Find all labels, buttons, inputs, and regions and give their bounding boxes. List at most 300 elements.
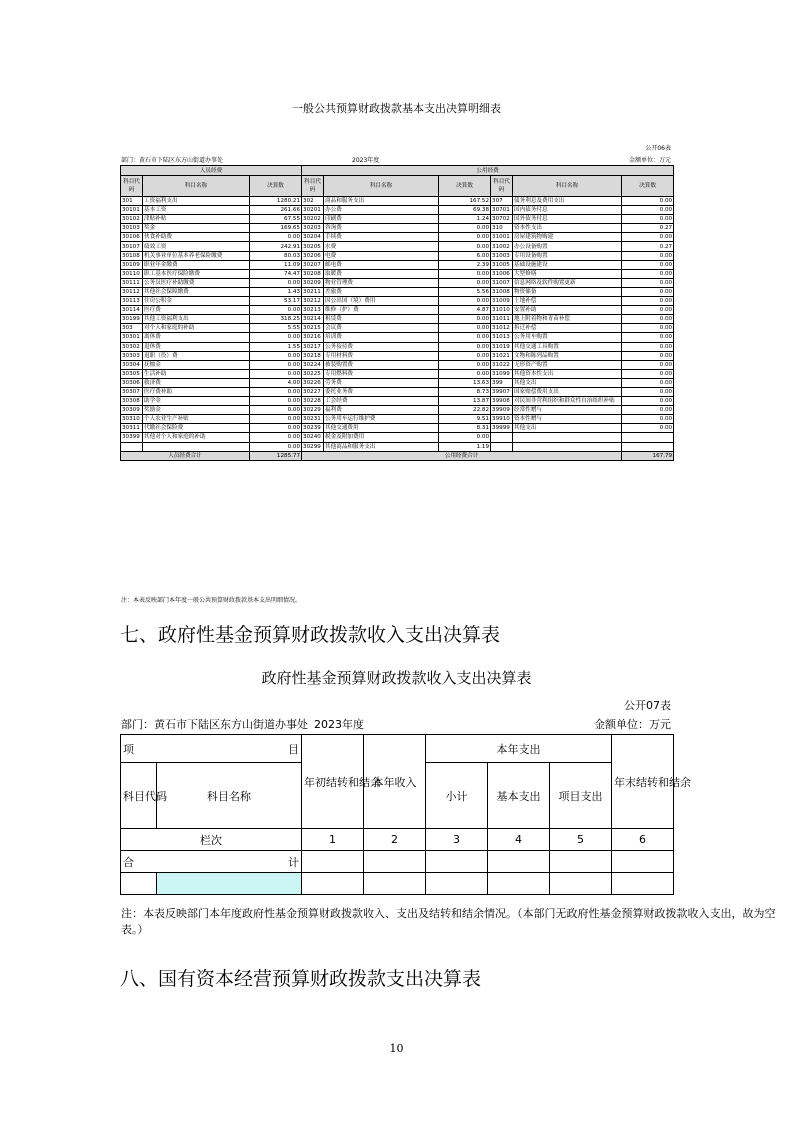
- cell-name: 差旅费: [324, 287, 439, 296]
- cell-code: 30229: [302, 406, 324, 415]
- cell-code: 30110: [121, 269, 143, 278]
- col-code-header: 科目代码: [302, 176, 324, 197]
- cell-code: 30217: [302, 342, 324, 351]
- cell-code: 31013: [491, 333, 513, 342]
- cell-amount: 74.47: [250, 269, 302, 278]
- cell-code: 30227: [302, 387, 324, 396]
- cell-amount: 0.00: [622, 351, 674, 360]
- cell-amount: 0.00: [622, 297, 674, 306]
- cell-amount: 0.00: [622, 369, 674, 378]
- cell-name: 维修（护）费: [324, 306, 439, 315]
- cell-name: 水费: [324, 242, 439, 251]
- cell-code: 31022: [491, 360, 513, 369]
- cell-code: 30211: [302, 287, 324, 296]
- cell-name: 伙食补助费: [143, 233, 250, 242]
- cell-name: 医疗费补助: [143, 387, 250, 396]
- table-row: [121, 378, 674, 387]
- table-row: [121, 197, 674, 206]
- col-amount-header: 决算数: [250, 176, 302, 197]
- cell-amount: 8.31: [439, 424, 491, 433]
- cell-name: 退职（役）费: [143, 351, 250, 360]
- table-row: [121, 206, 674, 215]
- cell-code: 31005: [491, 260, 513, 269]
- table-row: [121, 215, 674, 224]
- table-cell: [488, 873, 550, 895]
- cell-name: 委托业务费: [324, 387, 439, 396]
- cell-amount: 0.00: [622, 287, 674, 296]
- cell-amount: [622, 433, 674, 442]
- table-row: [121, 442, 674, 451]
- basic-expense-detail-table: [120, 165, 674, 461]
- table2-title: 政府性基金预算财政拨款收入支出决算表: [261, 669, 532, 687]
- table-cell-highlighted: [157, 873, 302, 895]
- cell-name: 被装购置费: [324, 360, 439, 369]
- table-row: [121, 260, 674, 269]
- table-row: [121, 315, 674, 324]
- cell-name: 物业管理费: [324, 278, 439, 287]
- cell-name: 基础设施建设: [513, 260, 622, 269]
- cell-amount: 0.00: [622, 206, 674, 215]
- column-index: 4: [488, 829, 550, 851]
- cell-name: 大型修缮: [513, 269, 622, 278]
- cell-amount: 0.00: [439, 315, 491, 324]
- cell-code: 30106: [121, 233, 143, 242]
- cell-name: 助学金: [143, 397, 250, 406]
- cell-amount: 0.00: [250, 406, 302, 415]
- subtotal-header: 小计: [426, 763, 488, 829]
- table-row: [121, 251, 674, 260]
- column-index: 1: [302, 829, 364, 851]
- cell-name: 经常性赠与: [513, 406, 622, 415]
- cell-code: 30103: [121, 224, 143, 233]
- cell-amount: 1.43: [250, 287, 302, 296]
- cell-code: 30202: [302, 215, 324, 224]
- cell-code: 310: [491, 224, 513, 233]
- cell-amount: 0.00: [439, 242, 491, 251]
- cell-code: 31007: [491, 278, 513, 287]
- cell-amount: 5.56: [439, 287, 491, 296]
- table2-year: 2023年度: [314, 718, 364, 731]
- table2-unit: 金额单位：万元: [594, 718, 671, 731]
- table-cell: [121, 873, 157, 895]
- cell-amount: 1.19: [439, 442, 491, 451]
- cell-code: 30213: [302, 306, 324, 315]
- cell-name: 会议费: [324, 324, 439, 333]
- cell-amount: 0.00: [622, 333, 674, 342]
- cell-name: 其他社会保障缴费: [143, 287, 250, 296]
- cell-name: 印刷费: [324, 215, 439, 224]
- cell-name: 生活补助: [143, 369, 250, 378]
- table1-note: 注：本表反映部门本年度一般公共预算财政拨款基本支出明细情况。: [121, 597, 302, 604]
- cell-code: 30214: [302, 315, 324, 324]
- cell-name: 劳务费: [324, 378, 439, 387]
- cell-amount: 0.00: [250, 415, 302, 424]
- cell-amount: 1280.21: [250, 197, 302, 206]
- cell-amount: 0.00: [439, 351, 491, 360]
- start-balance-header: 年初结转和结余: [302, 735, 364, 829]
- cell-name: 拆迁补偿: [513, 324, 622, 333]
- cell-code: 39910: [491, 415, 513, 424]
- cell-amount: 0.00: [622, 360, 674, 369]
- cell-code: 39907: [491, 387, 513, 396]
- cell-amount: 242.91: [250, 242, 302, 251]
- cell-amount: 0.00: [439, 342, 491, 351]
- cell-name: 代缴社会保险费: [143, 424, 250, 433]
- cell-code: 307: [491, 197, 513, 206]
- cell-code: 31008: [491, 287, 513, 296]
- cell-name: 离休费: [143, 333, 250, 342]
- table-row: [121, 224, 674, 233]
- cell-name: 债务利息及费用支出: [513, 197, 622, 206]
- cell-name: 商品和服务支出: [324, 197, 439, 206]
- cell-amount: 0.00: [622, 251, 674, 260]
- cell-code: [491, 433, 513, 442]
- column-index: 6: [612, 829, 674, 851]
- table-cell: [364, 851, 426, 873]
- cell-name: 专用材料费: [324, 351, 439, 360]
- cell-amount: 0.00: [250, 397, 302, 406]
- cell-amount: 0.00: [622, 342, 674, 351]
- cell-amount: 6.00: [439, 251, 491, 260]
- section-8-heading: 八、国有资本经营预算财政拨款支出决算表: [120, 968, 482, 990]
- cell-name: 土地补偿: [513, 297, 622, 306]
- table-cell: [302, 873, 364, 895]
- cell-code: 30224: [302, 360, 324, 369]
- cell-code: 31009: [491, 297, 513, 306]
- subject-code-header: 科目代码: [121, 763, 157, 829]
- cell-name: 其他支出: [513, 378, 622, 387]
- cell-amount: 5.55: [250, 324, 302, 333]
- cell-amount: 0.00: [439, 360, 491, 369]
- cell-amount: 0.00: [439, 369, 491, 378]
- table-row: [121, 387, 674, 396]
- cell-amount: 0.00: [439, 269, 491, 278]
- table-cell: [550, 851, 612, 873]
- cell-amount: 0.00: [622, 324, 674, 333]
- table-row: [121, 297, 674, 306]
- cell-name: 因公出国（境）费用: [324, 297, 439, 306]
- cell-code: 30218: [302, 351, 324, 360]
- cell-amount: [622, 442, 674, 451]
- cell-amount: 0.00: [250, 424, 302, 433]
- page-number: 10: [389, 1042, 404, 1055]
- personnel-total-label: 人员经费合计: [121, 451, 250, 460]
- cell-amount: 0.00: [250, 360, 302, 369]
- cell-amount: 53.17: [250, 297, 302, 306]
- cell-code: 31012: [491, 324, 513, 333]
- cell-amount: 0.00: [622, 406, 674, 415]
- cell-amount: 0.00: [622, 397, 674, 406]
- cell-name: 公务员医疗补助缴费: [143, 278, 250, 287]
- col-amount-header: 决算数: [622, 176, 674, 197]
- section-7-heading: 七、政府性基金预算财政拨款收入支出决算表: [120, 624, 501, 646]
- cell-amount: 0.00: [622, 306, 674, 315]
- cell-name: 抚恤金: [143, 360, 250, 369]
- cell-name: 其他资本性支出: [513, 369, 622, 378]
- cell-amount: 13.87: [439, 397, 491, 406]
- cell-code: 302: [302, 197, 324, 206]
- cell-code: 31099: [491, 369, 513, 378]
- table-row: [121, 233, 674, 242]
- cell-name: 公务用车运行维护费: [324, 415, 439, 424]
- table-row: [121, 306, 674, 315]
- group-personnel-header: 人员经费: [121, 166, 302, 176]
- cell-name: 公务接待费: [324, 342, 439, 351]
- cell-amount: 0.00: [622, 387, 674, 396]
- cell-name: 对民间非营利组织和群众性自治组织补贴: [513, 397, 622, 406]
- table-row: [121, 324, 674, 333]
- table2-note: 注：本表反映部门本年度政府性基金预算财政拨款收入、支出及结转和结余情况。（本部门无政府性基金预算财政拨款收入支出，故为空表。）: [121, 907, 776, 936]
- cell-code: 30231: [302, 415, 324, 424]
- cell-amount: 8.73: [439, 387, 491, 396]
- cell-code: 30216: [302, 333, 324, 342]
- cell-name: 手续费: [324, 233, 439, 242]
- cell-amount: 0.00: [622, 378, 674, 387]
- table-cell: [426, 851, 488, 873]
- table1-unit: 金额单位：万元: [628, 157, 671, 164]
- col-name-header: 科目名称: [143, 176, 250, 197]
- cell-name: 电费: [324, 251, 439, 260]
- cell-code: 30113: [121, 297, 143, 306]
- cell-code: 30205: [302, 242, 324, 251]
- table-row: [121, 397, 674, 406]
- cell-code: 30303: [121, 351, 143, 360]
- cell-name: 专用燃料费: [324, 369, 439, 378]
- table-row: [121, 333, 674, 342]
- xiangmu-header: 项 目: [121, 735, 302, 763]
- cell-code: 31019: [491, 342, 513, 351]
- cell-name: 资本性支出: [513, 224, 622, 233]
- cell-amount: 261.66: [250, 206, 302, 215]
- cell-amount: 0.00: [439, 433, 491, 442]
- cell-amount: 4.87: [439, 306, 491, 315]
- public-total-value: 167.79: [622, 451, 674, 460]
- cell-name: 咨询费: [324, 224, 439, 233]
- cell-name: 资本性赠与: [513, 415, 622, 424]
- cell-name: 其他工资福利支出: [143, 315, 250, 324]
- cell-amount: 0.00: [250, 369, 302, 378]
- table-row: [121, 424, 674, 433]
- cell-code: 30114: [121, 306, 143, 315]
- col-code-header: 科目代码: [121, 176, 143, 197]
- cell-name: 物资储备: [513, 287, 622, 296]
- cell-name: 办公费: [324, 206, 439, 215]
- cell-name: 专用设备购置: [513, 251, 622, 260]
- column-index: 5: [550, 829, 612, 851]
- cell-code: 30307: [121, 387, 143, 396]
- cell-name: 住房公积金: [143, 297, 250, 306]
- cell-amount: 167.52: [439, 197, 491, 206]
- cell-name: 培训费: [324, 333, 439, 342]
- cell-amount: 0.00: [250, 306, 302, 315]
- table-cell: [612, 851, 674, 873]
- table-row: [121, 278, 674, 287]
- col-amount-header: 决算数: [439, 176, 491, 197]
- cell-code: 30206: [302, 251, 324, 260]
- cell-code: 30215: [302, 324, 324, 333]
- cell-code: 30226: [302, 378, 324, 387]
- subject-name-header: 科目名称: [157, 763, 302, 829]
- cell-code: [121, 442, 143, 451]
- table-row: [121, 360, 674, 369]
- cell-amount: 169.65: [250, 224, 302, 233]
- cell-code: 30239: [302, 424, 324, 433]
- table-cell: [364, 873, 426, 895]
- table-row: [121, 351, 674, 360]
- cell-code: 30101: [121, 206, 143, 215]
- cell-name: 职业年金缴费: [143, 260, 250, 269]
- cell-amount: 22.82: [439, 406, 491, 415]
- government-fund-table: [120, 734, 692, 895]
- cell-code: 39999: [491, 424, 513, 433]
- table1-title: 一般公共预算财政拨款基本支出决算明细表: [292, 102, 501, 115]
- cell-amount: 0.00: [439, 233, 491, 242]
- cell-code: 30209: [302, 278, 324, 287]
- cell-code: 30304: [121, 360, 143, 369]
- cell-name: 租赁费: [324, 315, 439, 324]
- cell-name: 地上附着物和青苗补偿: [513, 315, 622, 324]
- cell-amount: 0.00: [622, 269, 674, 278]
- col-code-header: 科目代码: [491, 176, 513, 197]
- cell-name: 公务用车购置: [513, 333, 622, 342]
- cell-name: 安置补助: [513, 306, 622, 315]
- cell-amount: 0.00: [250, 278, 302, 287]
- col-name-header: 科目名称: [324, 176, 439, 197]
- cell-name: 无形资产购置: [513, 360, 622, 369]
- cell-code: 30208: [302, 269, 324, 278]
- cell-code: 30302: [121, 342, 143, 351]
- cell-code: 30310: [121, 415, 143, 424]
- cell-name: 税金及附加费用: [324, 433, 439, 442]
- cell-name: 奖励金: [143, 406, 250, 415]
- cell-code: 30207: [302, 260, 324, 269]
- table-cell: [550, 873, 612, 895]
- cell-code: 30701: [491, 206, 513, 215]
- cell-name: 个人农业生产补贴: [143, 415, 250, 424]
- cell-name: [143, 442, 250, 451]
- cell-amount: 0.00: [439, 224, 491, 233]
- cell-name: 退休费: [143, 342, 250, 351]
- cell-amount: 1.24: [439, 215, 491, 224]
- cell-code: 30108: [121, 251, 143, 260]
- cell-code: 30308: [121, 397, 143, 406]
- cell-amount: 0.00: [439, 324, 491, 333]
- basic-expense-header: 基本支出: [488, 763, 550, 829]
- cell-amount: 2.39: [439, 260, 491, 269]
- cell-code: 30301: [121, 333, 143, 342]
- cell-name: 其他商品和服务支出: [324, 442, 439, 451]
- table-row: [121, 406, 674, 415]
- cell-code: 30399: [121, 433, 143, 442]
- cell-amount: 0.00: [250, 433, 302, 442]
- cell-amount: 0.00: [622, 260, 674, 269]
- table2-code: 公开07表: [624, 699, 671, 712]
- cell-code: 30228: [302, 397, 324, 406]
- cell-name: 其他支出: [513, 424, 622, 433]
- cell-amount: 0.00: [622, 415, 674, 424]
- table-cell: [302, 851, 364, 873]
- cell-code: 301: [121, 197, 143, 206]
- cell-code: 303: [121, 324, 143, 333]
- table1-department: 部门：黄石市下陆区东方山街道办事处: [121, 157, 224, 164]
- table1-code: 公开06表: [645, 145, 671, 152]
- cell-name: 奖金: [143, 224, 250, 233]
- cell-name: 基本工资: [143, 206, 250, 215]
- cell-code: 30306: [121, 378, 143, 387]
- table-row: [121, 369, 674, 378]
- column-index: 3: [426, 829, 488, 851]
- cell-code: 30204: [302, 233, 324, 242]
- cell-amount: 67.55: [250, 215, 302, 224]
- cell-amount: 0.00: [250, 233, 302, 242]
- cell-amount: 0.00: [622, 424, 674, 433]
- cell-amount: 0.00: [250, 387, 302, 396]
- cell-name: 其他对个人和家庭的补助: [143, 433, 250, 442]
- cell-amount: 0.27: [622, 224, 674, 233]
- cell-code: 31021: [491, 351, 513, 360]
- cell-code: 31010: [491, 306, 513, 315]
- cell-code: 30309: [121, 406, 143, 415]
- cell-amount: 0.00: [622, 197, 674, 206]
- column-index: 2: [364, 829, 426, 851]
- table2-department: 部门：黄石市下陆区东方山街道办事处: [121, 718, 308, 731]
- cell-name: [513, 442, 622, 451]
- cell-name: 邮电费: [324, 260, 439, 269]
- group-public-header: 公用经费: [302, 166, 674, 176]
- cell-code: 31003: [491, 251, 513, 260]
- cell-name: 职工基本医疗保险缴费: [143, 269, 250, 278]
- public-total-label: 公用经费合计: [302, 451, 622, 460]
- table-row: [121, 433, 674, 442]
- cell-amount: 1.55: [250, 342, 302, 351]
- personnel-total-value: 1285.77: [250, 451, 302, 460]
- project-expense-header: 项目支出: [550, 763, 612, 829]
- cell-code: 31001: [491, 233, 513, 242]
- table-row: [121, 342, 674, 351]
- cell-code: 30201: [302, 206, 324, 215]
- cell-name: 取暖费: [324, 269, 439, 278]
- cell-amount: 0.00: [439, 278, 491, 287]
- cell-amount: 80.03: [250, 251, 302, 260]
- expense-header: 本年支出: [426, 735, 612, 763]
- cell-code: 31006: [491, 269, 513, 278]
- cell-amount: 0.00: [250, 351, 302, 360]
- table-row: [121, 287, 674, 296]
- cell-amount: 0.00: [439, 333, 491, 342]
- cell-name: 信息网络及软件购置更新: [513, 278, 622, 287]
- cell-code: 30112: [121, 287, 143, 296]
- cell-name: 其他交通工具购置: [513, 342, 622, 351]
- table-row: [121, 242, 674, 251]
- cell-amount: 0.00: [622, 315, 674, 324]
- cell-name: 福利费: [324, 406, 439, 415]
- cell-amount: 0.27: [622, 242, 674, 251]
- cell-code: 30240: [302, 433, 324, 442]
- table-row: [121, 415, 674, 424]
- cell-name: 办公设备购置: [513, 242, 622, 251]
- cell-code: 30199: [121, 315, 143, 324]
- table-cell: [426, 873, 488, 895]
- cell-code: 399: [491, 378, 513, 387]
- cell-amount: 0.00: [250, 333, 302, 342]
- col-name-header: 科目名称: [513, 176, 622, 197]
- cell-amount: 0.00: [250, 442, 302, 451]
- cell-name: [513, 433, 622, 442]
- cell-code: 30225: [302, 369, 324, 378]
- cell-code: [491, 442, 513, 451]
- cell-name: 房屋建筑物购建: [513, 233, 622, 242]
- cell-code: 39909: [491, 406, 513, 415]
